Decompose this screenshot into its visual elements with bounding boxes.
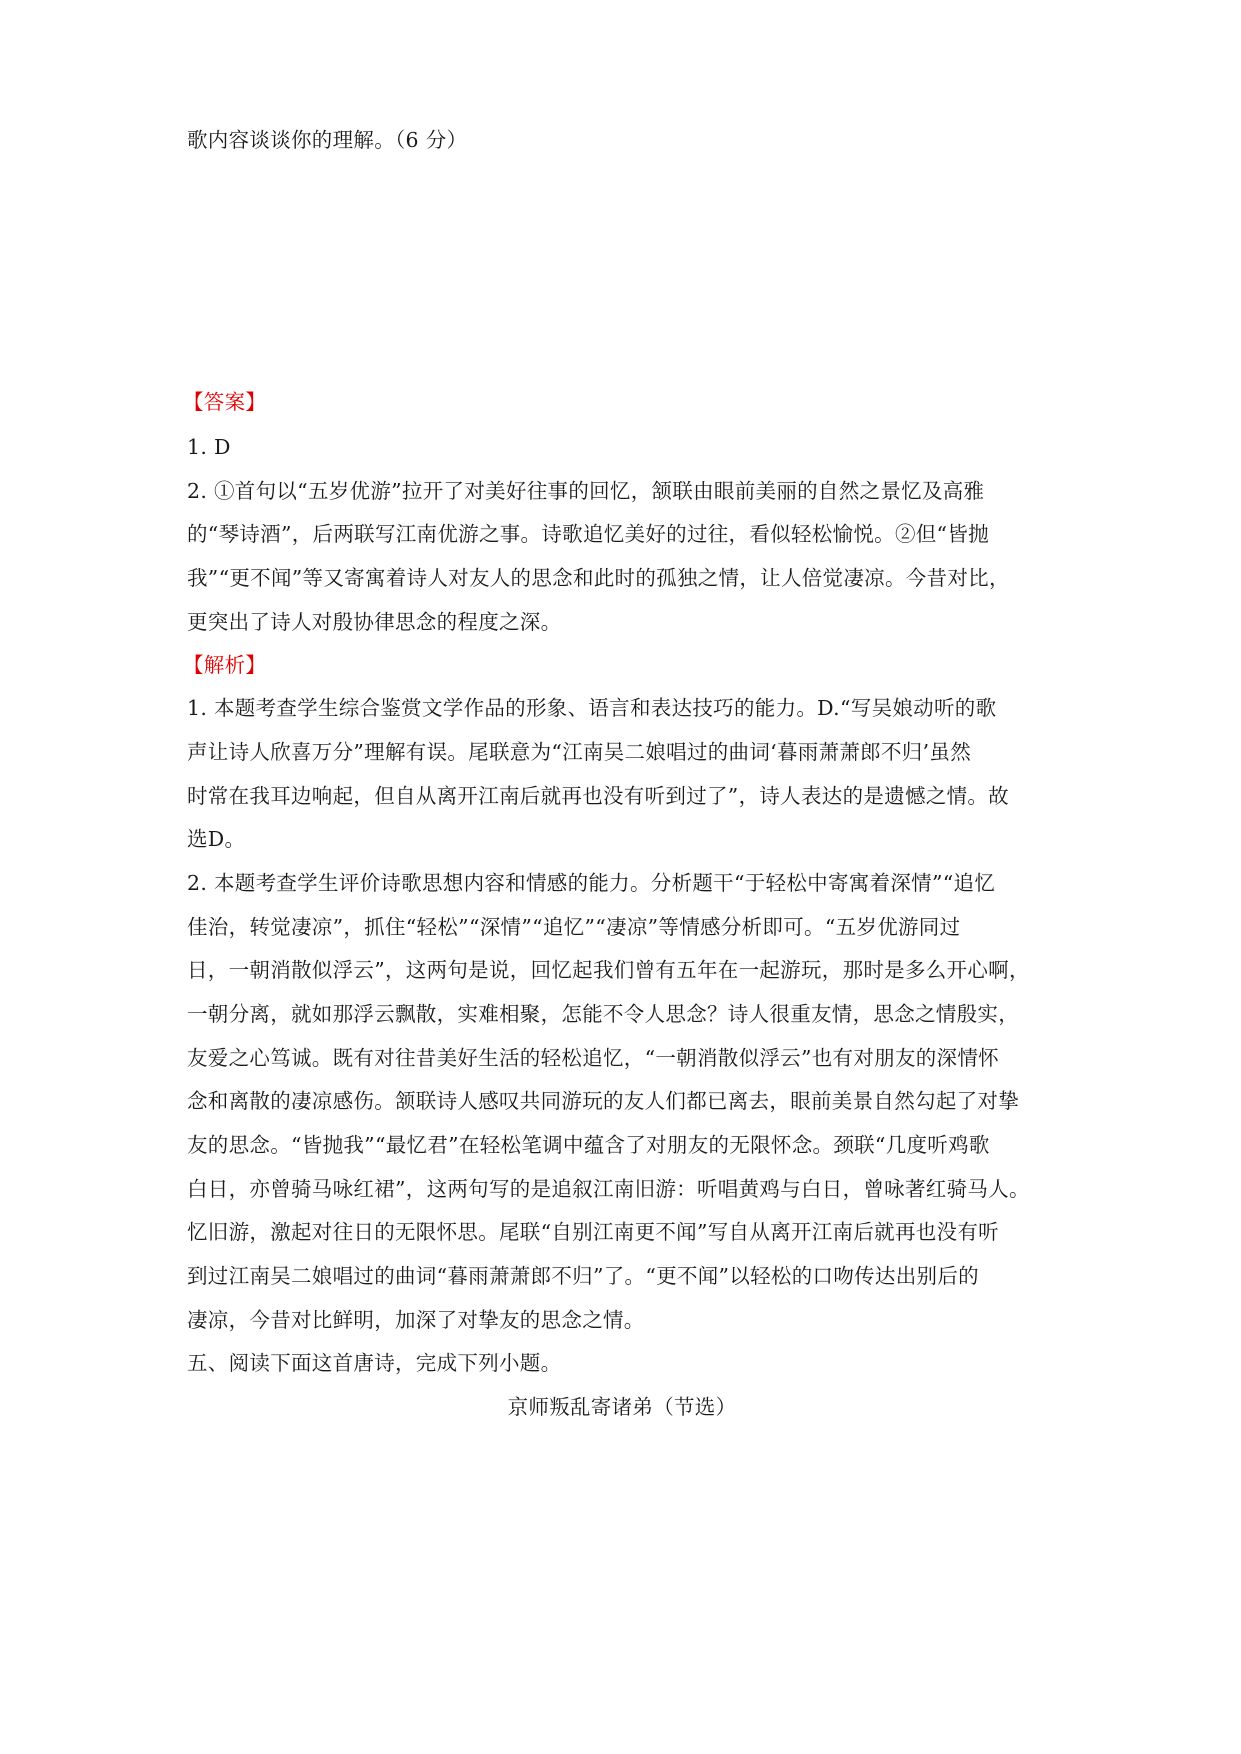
question-tail: 歌内容谈谈你的理解。（6 分） xyxy=(187,128,468,152)
analysis-label: 【解析】 xyxy=(183,653,267,677)
analysis-item-2-line: 友爱之心笃诚。既有对往昔美好生活的轻松追忆，“一朝消散似浮云”也有对朋友的深情怀 xyxy=(187,1046,999,1070)
answer-label: 【答案】 xyxy=(183,390,267,414)
answer-item-1: 1. D xyxy=(187,435,231,459)
section-5-heading: 五、阅读下面这首唐诗，完成下列小题。 xyxy=(187,1351,562,1375)
poem-title: 京师叛乱寄诸弟（节选） xyxy=(507,1395,737,1419)
analysis-item-2-line: 佳治，转觉凄凉”，抓住“轻松”“深情”“追忆”“凄凉”等情感分析即可。“五岁优游同过 xyxy=(187,915,961,939)
analysis-item-2-line: 2. 本题考查学生评价诗歌思想内容和情感的能力。分析题干“于轻松中寄寓着深情”“追忆 xyxy=(187,871,996,895)
analysis-item-2-line: 友的思念。“皆抛我”“最忆君”在轻松笔调中蕴含了对朋友的无限怀念。颈联“几度听鸡歌 xyxy=(187,1133,990,1157)
analysis-item-1-line: 时常在我耳边响起，但自从离开江南后就再也没有听到过了”，诗人表达的是遗憾之情。故 xyxy=(187,784,1009,808)
analysis-item-2-line: 日，一朝消散似浮云”，这两句是说，回忆起我们曾有五年在一起游玩，那时是多么开心啊， xyxy=(187,958,1030,982)
analysis-item-2-line: 凄凉，今昔对比鲜明，加深了对挚友的思念之情。 xyxy=(187,1308,645,1332)
answer-item-2-line: 2. ①首句以“五岁优游”拉开了对美好往事的回忆，颔联由眼前美丽的自然之景忆及高雅 xyxy=(187,479,985,503)
analysis-item-2-line: 白日，亦曾骑马咏红裙”，这两句写的是追叙江南旧游：听唱黄鸡与白日，曾咏著红骑马人。 xyxy=(187,1177,1030,1201)
document-page xyxy=(183,0,1067,1754)
analysis-item-1-line: 1. 本题考查学生综合鉴赏文学作品的形象、语言和表达技巧的能力。D.“写吴娘动听的歌 xyxy=(187,696,997,720)
analysis-item-1-line: 选D。 xyxy=(187,827,246,851)
answer-item-2-line: 更突出了诗人对殷协律思念的程度之深。 xyxy=(187,610,562,634)
analysis-item-2-line: 忆旧游，激起对往日的无限怀思。尾联“自别江南更不闻”写自从离开江南后就再也没有听 xyxy=(187,1220,999,1244)
analysis-item-1-line: 声让诗人欣喜万分”理解有误。尾联意为“江南吴二娘唱过的曲词‘暮雨萧萧郎不归’虽然 xyxy=(187,740,971,764)
analysis-item-2-line: 到过江南吴二娘唱过的曲词“暮雨萧萧郎不归”了。“更不闻”以轻松的口吻传达出别后的 xyxy=(187,1264,979,1288)
analysis-item-2-line: 念和离散的凄凉感伤。颔联诗人感叹共同游玩的友人们都已离去，眼前美景自然勾起了对挚 xyxy=(187,1089,1019,1113)
analysis-item-2-line: 一朝分离，就如那浮云飘散，实难相聚，怎能不令人思念？诗人很重友情，思念之情殷实， xyxy=(187,1002,1019,1026)
answer-item-2-line: 的“琴诗酒”，后两联写江南优游之事。诗歌追忆美好的过往，看似轻松愉悦。②但“皆抛 xyxy=(187,522,989,546)
answer-item-2-line: 我”“更不闻”等又寄寓着诗人对友人的思念和此时的孤独之情，让人倍觉凄凉。今昔对比， xyxy=(187,566,1010,590)
